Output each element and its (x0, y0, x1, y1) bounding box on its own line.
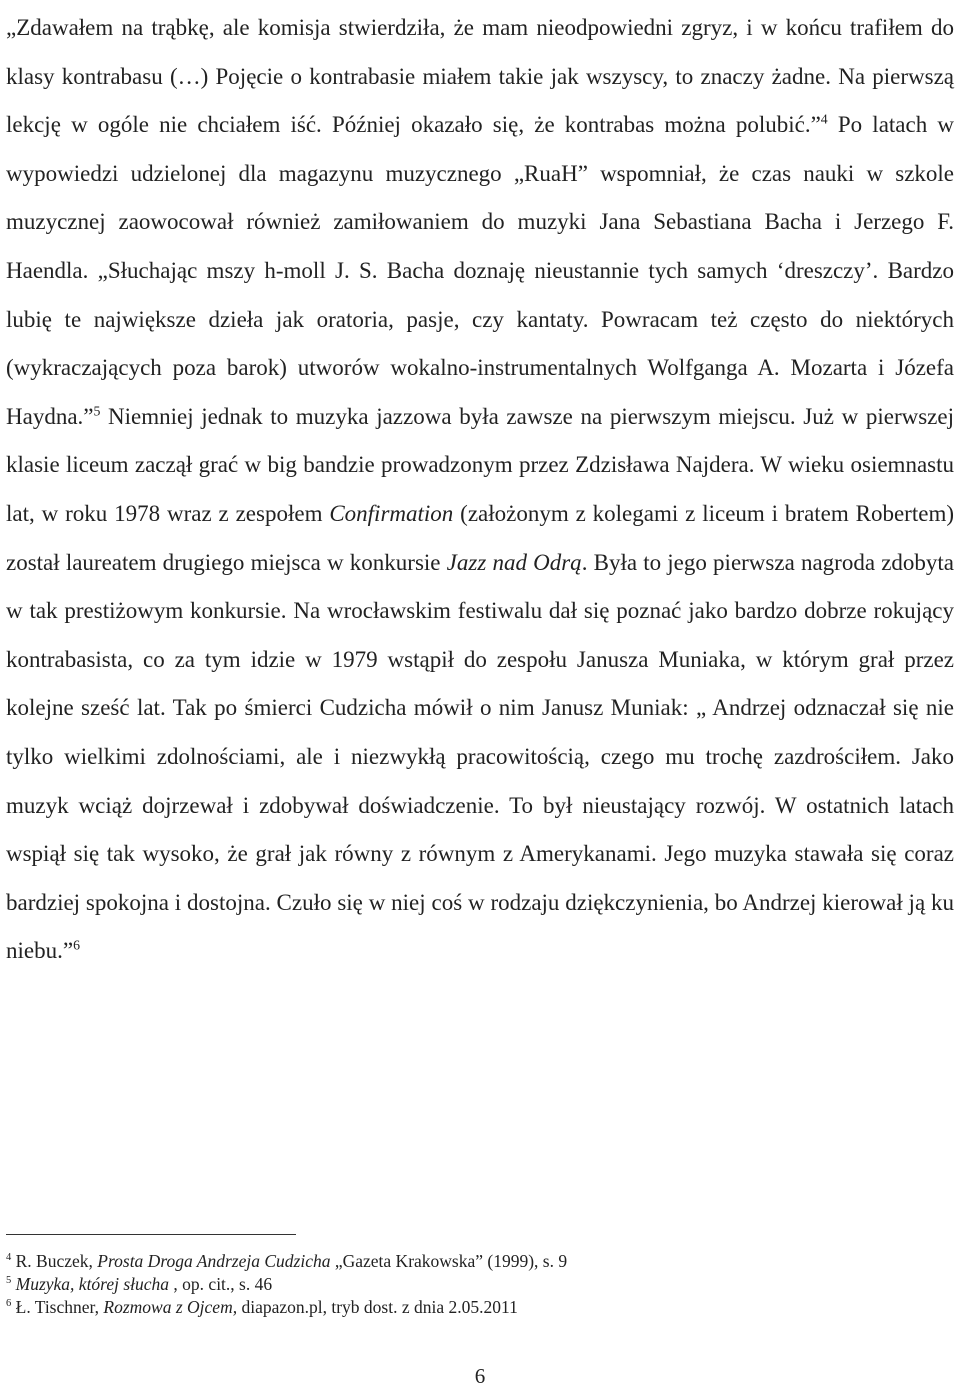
footnote-source: , op. cit., s. 46 (169, 1274, 273, 1294)
footnote-separator (6, 1234, 296, 1235)
footnote-title: Rozmowa z Ojcem, (103, 1297, 238, 1317)
footnote-ref-6[interactable]: 6 (73, 937, 80, 953)
body-text-2: Po latach w wypowiedzi udzielonej dla magazynu muzycznego „RuaH” wspomniał, że czas nauki w szkole muzycznej zaowocował również zamiłowaniem do muzyki Jana Sebastiana Bacha i Jerzego F. Haendla. „Słuchając mszy h-moll J. S. Bacha doznaję nieustannie tych samych ‘dreszczy’. Bardzo lubię te największe dzieła jak oratoria, pasje, czy kantaty. Powracam też często do niektórych (wykraczających poza barok) utworów wokalno-instrumentalnych Wolfganga A. Mozarta i Józefa Haydna.” (6, 112, 954, 429)
footnote-item (6, 1296, 954, 1319)
document-page (6, 4, 955, 1388)
quote-text-1: „Zdawałem na trąbkę, ale komisja stwierdziła, że mam nieodpowiedni zgryz, i w końcu trafiłem do klasy kontrabasu (…) Pojęcie o kontrabasie miałem takie jak wszyscy, to znaczy żadne. Na pierwszą lekcję w ogóle nie chciałem iść. Później okazało się, że kontrabas można polubić.” (6, 15, 954, 138)
footnote-number: 4 (6, 1252, 12, 1264)
body-text-5: . Była to jego pierwsza nagroda zdobyta w tak prestiżowym konkursie. Na wrocławskim festiwalu dał się poznać jako bardzo dobrze rokujący kontrabasista, co za tym idzie w 1979 wstąpił do zespołu Janusza Muniaka, w którym grał przez kolejne sześć lat. Tak po śmierci Cudzicha mówił o nim Janusz Muniak: „ Andrzej odznaczał się nie tylko wielkimi zdolnościami, ale i niezwykłą pracowitością, czego mu trochę zazdrościłem. Jako muzyk wciąż dojrzewał i zdobywał doświadczenie. To był nieustający rozwój. W ostatnich latach wspiął się tak wysoko, że grał jak równy z równym z Amerykanami. Jego muzyka stawała się coraz bardziej spokojna i dostojna. Czuło się w niej coś w rodzaju dziękczynienia, bo Andrzej kierował ją ku niebu.” (6, 549, 955, 964)
body-text-4: (założonym z kolegami z liceum i bratem Robertem) został laureatem drugiego miejsca w konkursie (6, 500, 954, 575)
body-paragraph (6, 4, 954, 976)
footnotes-section (6, 1250, 954, 1319)
footnote-number: 6 (6, 1298, 12, 1310)
page-number: 6 (474, 1364, 486, 1388)
footnote-source: „Gazeta Krakowska” (1999), s. 9 (330, 1251, 568, 1271)
footnote-ref-5[interactable]: 5 (93, 403, 101, 419)
footnote-item (6, 1250, 954, 1273)
contest-name: Jazz nad Odrą (446, 549, 582, 575)
footnote-author: Ł. Tischner, (11, 1297, 104, 1317)
footnote-source: diapazon.pl, tryb dost. z dnia 2.05.2011 (237, 1297, 518, 1317)
footnote-number: 5 (6, 1275, 12, 1287)
footnote-title: Prosta Droga Andrzeja Cudzicha (97, 1251, 331, 1271)
footnote-title: Muzyka, której słucha (15, 1274, 170, 1294)
body-text-3: Niemniej jednak to muzyka jazzowa była zawsze na pierwszym miejscu. Już w pierwszej klasie liceum zaczął grać w big bandzie prowadzonym przez Zdzisława Najdera. W wieku osiemnastu lat, w roku 1978 wraz z zespołem (6, 403, 954, 526)
footnote-ref-4[interactable]: 4 (820, 111, 828, 127)
footnote-author: R. Buczek, (11, 1251, 98, 1271)
footnote-item (6, 1273, 954, 1296)
band-name: Confirmation (329, 500, 454, 526)
